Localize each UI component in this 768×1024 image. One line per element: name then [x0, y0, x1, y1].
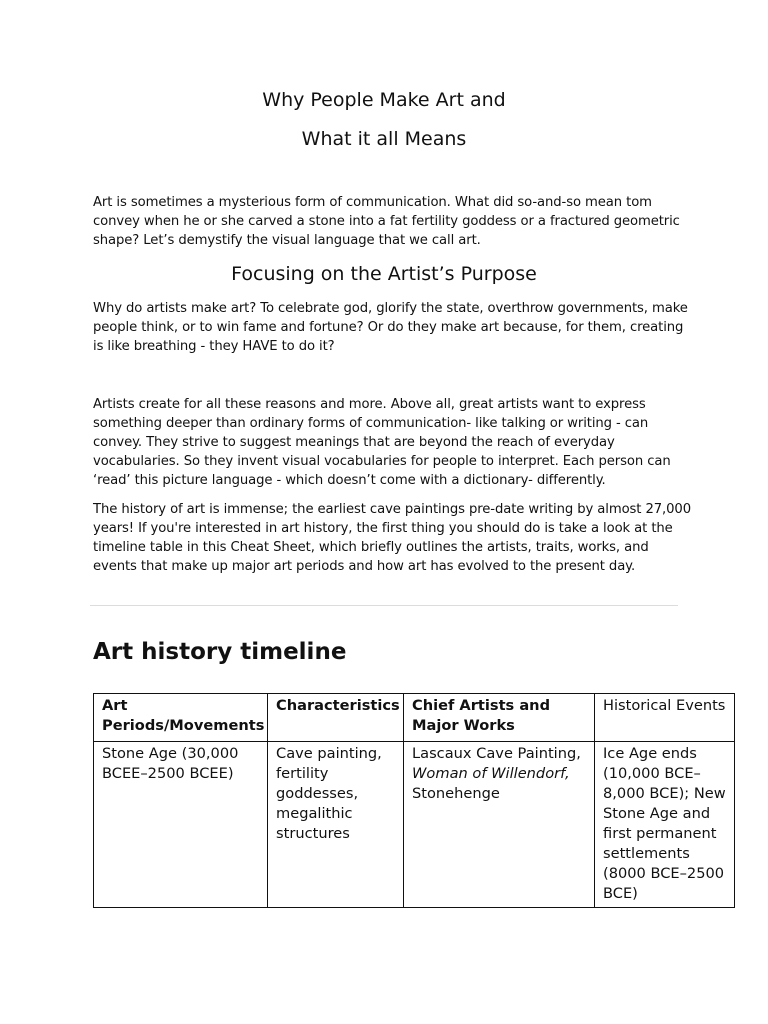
reasons-paragraph: Artists create for all these reasons and more. Above all, great artists want to express something deeper than ordinary forms of communication- like talking or writing - can convey. They strive to suggest meanings that are beyond the reach of everyday vocabularies. So they invent visual vocabularies for people to interpret. Each person can ‘read’ this picture language - which doesn’t come with a dictionary- differently.: [93, 397, 671, 488]
cell-period: Stone Age (30,000 BCEE–2500 BCEE): [94, 742, 268, 908]
intro-paragraph: Art is sometimes a mysterious form of communication. What did so-and-so mean tom convey when he or she carved a stone into a fat fertility goddess or a fractured geometric shape? Let’s demystify the visual language that we call art.: [93, 195, 680, 248]
timeline-table: [93, 693, 735, 908]
artists-text-a: Lascaux Cave Painting,: [412, 745, 581, 762]
artists-text-c: Stonehenge: [412, 785, 500, 802]
header-artists: Chief Artists and Major Works: [404, 694, 595, 742]
purpose-heading: Focusing on the Artist’s Purpose: [231, 263, 537, 285]
artists-text-italic: Woman of Willendorf,: [412, 765, 570, 782]
cell-events: Ice Age ends (10,000 BCE–8,000 BCE); New Stone Age and first permanent settlements (8000 BCE–2500 BCE): [595, 742, 735, 908]
header-period: Art Periods/Movements: [94, 694, 268, 742]
cell-characteristics: Cave painting, fertility goddesses, megalithic structures: [268, 742, 404, 908]
section-divider: [90, 605, 678, 606]
history-paragraph: The history of art is immense; the earliest cave paintings pre-date writing by almost 27,000 years! If you're interested in art history, the first thing you should do is take a look at the timeline table in this Cheat Sheet, which briefly outlines the artists, traits, works, and events that make up major art periods and how art has evolved to the present day.: [93, 502, 692, 574]
table-header-row: [94, 694, 735, 742]
table-row: [94, 742, 735, 908]
page-title-line-1: Why People Make Art and: [262, 89, 506, 111]
header-events: Historical Events: [595, 694, 735, 742]
purpose-question-paragraph: Why do artists make art? To celebrate god, glorify the state, overthrow governments, make people think, or to win fame and fortune? Or do they make art because, for them, creating is like breathing - they HAVE to do it?: [93, 301, 688, 354]
header-characteristics: Characteristics: [268, 694, 404, 742]
cell-artists: [404, 742, 595, 908]
page-title-line-2: What it all Means: [301, 128, 467, 150]
timeline-heading: Art history timeline: [93, 639, 347, 665]
